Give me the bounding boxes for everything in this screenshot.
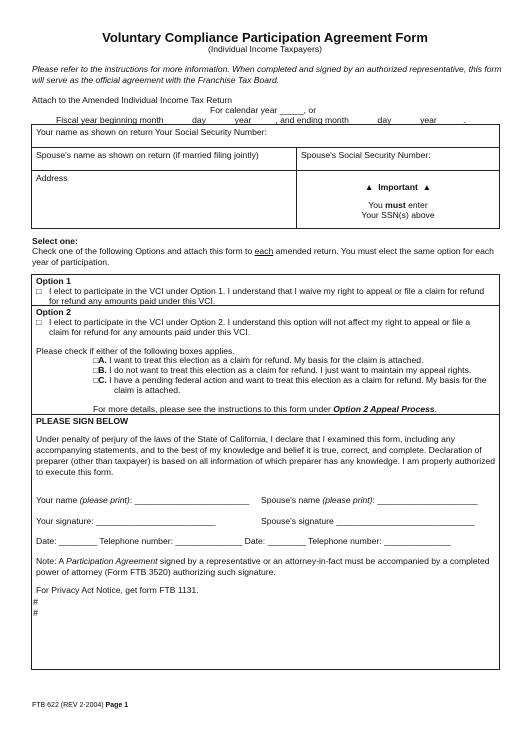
spouse-ssn-field[interactable]: Spouse's Social Security Number: (301, 150, 431, 160)
option-2a: □A. I want to treat this election as a claim for refund. My basis for the claim is attached. (93, 355, 424, 365)
form-subtitle: (Individual Income Taxpayers) (207, 44, 322, 54)
form-footer: FTB 622 (REV 2-2004) Page 1 (32, 702, 129, 709)
date-telephone-row[interactable]: Date: ________ Telephone number: ______________ Date: ________ Telephone number: ______________ (36, 536, 451, 546)
option-1-heading: Option 1 (36, 276, 71, 286)
option-2b-checkbox[interactable]: □ (93, 365, 99, 375)
option-2-checkbox[interactable]: □ (36, 317, 42, 327)
option-2c-checkbox[interactable]: □ (93, 375, 99, 385)
option-2-text-2: claim for refund for any amounts paid under this VCI. (49, 327, 251, 337)
option-2-box (31, 305, 500, 415)
option-2c: □C. I have a pending federal action and want to treat this election as a claim for refund. My basis for the (93, 375, 487, 385)
name-ssn-field[interactable]: Your name as shown on return Your Social Security Number: (36, 127, 267, 137)
your-name-row[interactable]: Your name (please print): ________________________ (36, 495, 250, 505)
select-one-heading: Select one: (32, 236, 78, 246)
sign-section (31, 414, 500, 670)
calendar-year-line: For calendar year _____, or (210, 105, 317, 115)
warning-triangle-icon: ▲ (364, 182, 374, 192)
taxpayer-info-table (31, 124, 500, 229)
select-one-text: Check one of the following Options and attach this form to each amended return. You must elect the same option for each year of participation. (32, 246, 494, 267)
warning-triangle-icon: ▲ (422, 182, 432, 192)
spouse-name-field[interactable]: Spouse's name as shown on return (if married filing jointly) (36, 150, 259, 160)
option-2-heading: Option 2 (36, 307, 71, 317)
address-field[interactable]: Address (36, 173, 68, 183)
form-title: Voluntary Compliance Participation Agreement Form (102, 30, 428, 45)
your-signature-row[interactable]: Your signature: _________________________ (36, 516, 216, 526)
perjury-statement: Under penalty of perjury of the laws of the State of California, I declare that I examined this form, including any accompanying statements, and to the best of my knowledge and belief it is true, correct, and complete. Declaration of preparer (other than taxpayer) is based on all information of which preparer has any knowledge. I am properly authorized to execute this form. (36, 434, 496, 477)
option-2b: □B. I do not want to treat this election as a claim for refund. I just want to maintain my appeal rights. (93, 365, 472, 375)
option-2a-checkbox[interactable]: □ (93, 355, 99, 365)
sign-heading: PLEASE SIGN BELOW (36, 416, 129, 426)
spouse-name-row[interactable]: Spouse's name (please print): _____________________ (261, 495, 478, 505)
privacy-notice: For Privacy Act Notice, get form FTB 1131. (36, 585, 199, 595)
check-intro: Please check if either of the following boxes applies. (36, 346, 235, 356)
fiscal-year-line: Fiscal year beginning month _____ day _____ year_____, and ending month _____ day _____ year _____. (56, 115, 466, 125)
important-line2: Your SSN(s) above (361, 210, 435, 220)
intro-text: Please refer to the instructions for more information. When completed and signed by an authorized representative, this form will serve as the official agreement with the Franchise Tax Board. (32, 64, 502, 85)
important-heading: ▲ Important ▲ (364, 182, 432, 192)
hash-mark: # (33, 608, 39, 618)
option-1-text: I elect to participate in the VCI under Option 1. I understand that I waive my right to appeal or file a claim for refund (49, 286, 485, 296)
attach-line: Attach to the Amended Individual Income Tax Return (32, 95, 233, 105)
spouse-signature-row[interactable]: Spouse's signature _____________________________ (261, 516, 475, 526)
option-1-text-2: for refund any amounts paid under this VCI. (49, 296, 216, 306)
option-1-checkbox[interactable]: □ (36, 286, 42, 296)
option-1-box (31, 274, 500, 306)
note-text: Note: A Participation Agreement signed by a representative or an attorney-in-fact must be accompanied by a completed power of attorney (Form FTB 3520) authorizing such signature. (36, 556, 490, 577)
important-notice (297, 180, 499, 222)
option-2-text: I elect to participate in the VCI under Option 2. I understand this option will not affect my right to appeal or file a (49, 317, 471, 327)
hash-mark: # (33, 597, 39, 607)
option-2c-text-2: claim is attached. (114, 385, 181, 395)
important-line1: You must enter (368, 200, 428, 210)
option-2-details: For more details, please see the instructions to this form under Option 2 Appeal Process. (93, 404, 438, 414)
